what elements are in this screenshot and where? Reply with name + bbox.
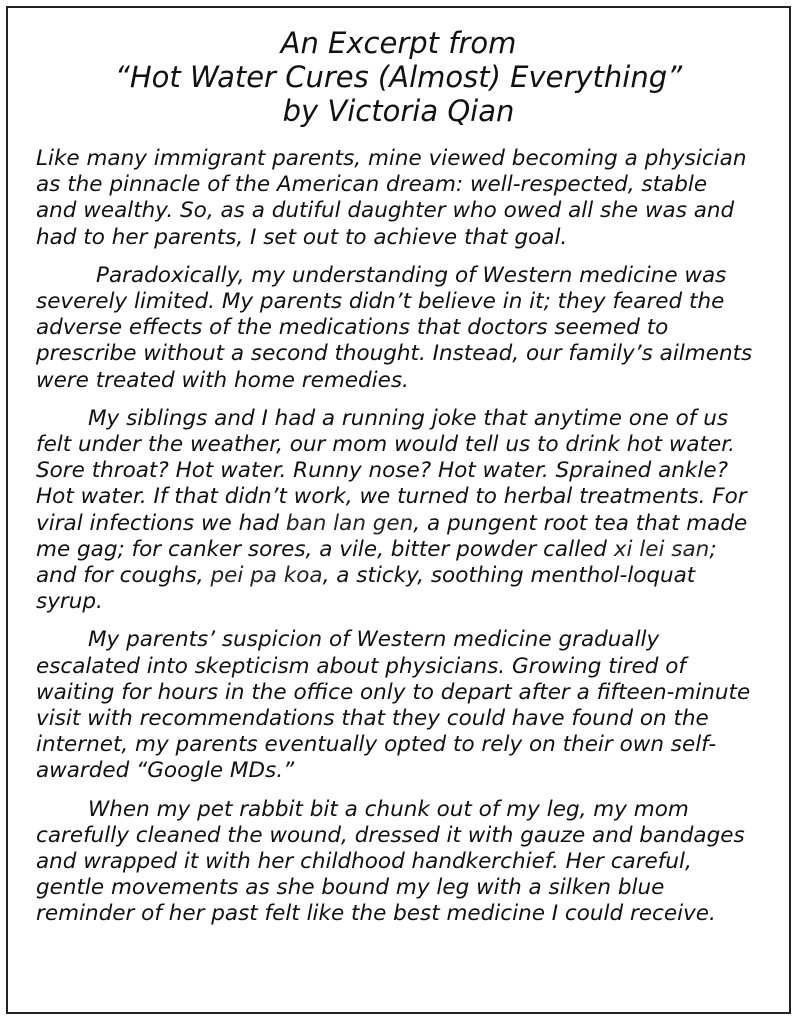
title-line-3-author: by Victoria Qian (282, 94, 515, 128)
paragraph-3-part-4: , a sticky, soothing menthol-loquat syrup. (36, 563, 696, 615)
paragraph-2: Paradoxically, my understanding of Western medicine was severely limited. My parents didn’t believe in it; they feared the adverse effects of the medications that doctors seemed to prescribe without a second thought. Instead, our family’s ailments were treated with home remedies. (36, 262, 753, 393)
paragraph-5: When my pet rabbit bit a chunk out of my leg, my mom carefully cleaned the wound, dressed it with gauze and bandages and wrapped it with her childhood handkerchief. Her careful, gentle movements as she bound my leg with a silken blue reminder of her past felt like the best medicine I could receive. (36, 796, 745, 927)
excerpt-body (36, 146, 753, 940)
paragraph-3-part-1: My siblings and I had a running joke that anytime one of us felt under the weather, our mom would tell us to drink hot water. Sore throat? Hot water. Runny nose? Hot water. Sprained ankle? Hot water. If that didn’t work, we turned to herbal treatments. For viral infections we had (36, 405, 747, 536)
term-ban-lan-gen: ban lan gen (285, 510, 414, 536)
page-frame (6, 6, 791, 1014)
paragraph-3-part-3: ; and for coughs, (36, 536, 717, 589)
paragraph-3 (36, 406, 753, 616)
paragraph-1: Like many immigrant parents, mine viewed becoming a physician as the pinnacle of the American dream: well-respected, stable and wealthy. So, as a dutiful daughter who owed all she was and had to her parents, I set out to achieve that goal. (36, 146, 747, 250)
title-line-1: An Excerpt from (280, 26, 517, 60)
excerpt-title (8, 26, 789, 128)
term-pei-pa-koa: pei pa koa (210, 563, 323, 589)
title-line-2: “Hot Water Cures (Almost) Everything” (114, 60, 683, 94)
paragraph-4: My parents’ suspicion of Western medicine gradually escalated into skepticism about physicians. Growing tired of waiting for hours in the office only to depart after a fifteen-minute visit with recommendations that they could have found on the internet, my parents eventually opted to rely on their own self-awarded “Google MDs.” (36, 627, 751, 784)
paragraph-3-part-2: , a pungent root tea that made me gag; for canker sores, a vile, bitter powder called (36, 510, 748, 562)
term-xi-lei-san: xi lei san (613, 536, 710, 562)
